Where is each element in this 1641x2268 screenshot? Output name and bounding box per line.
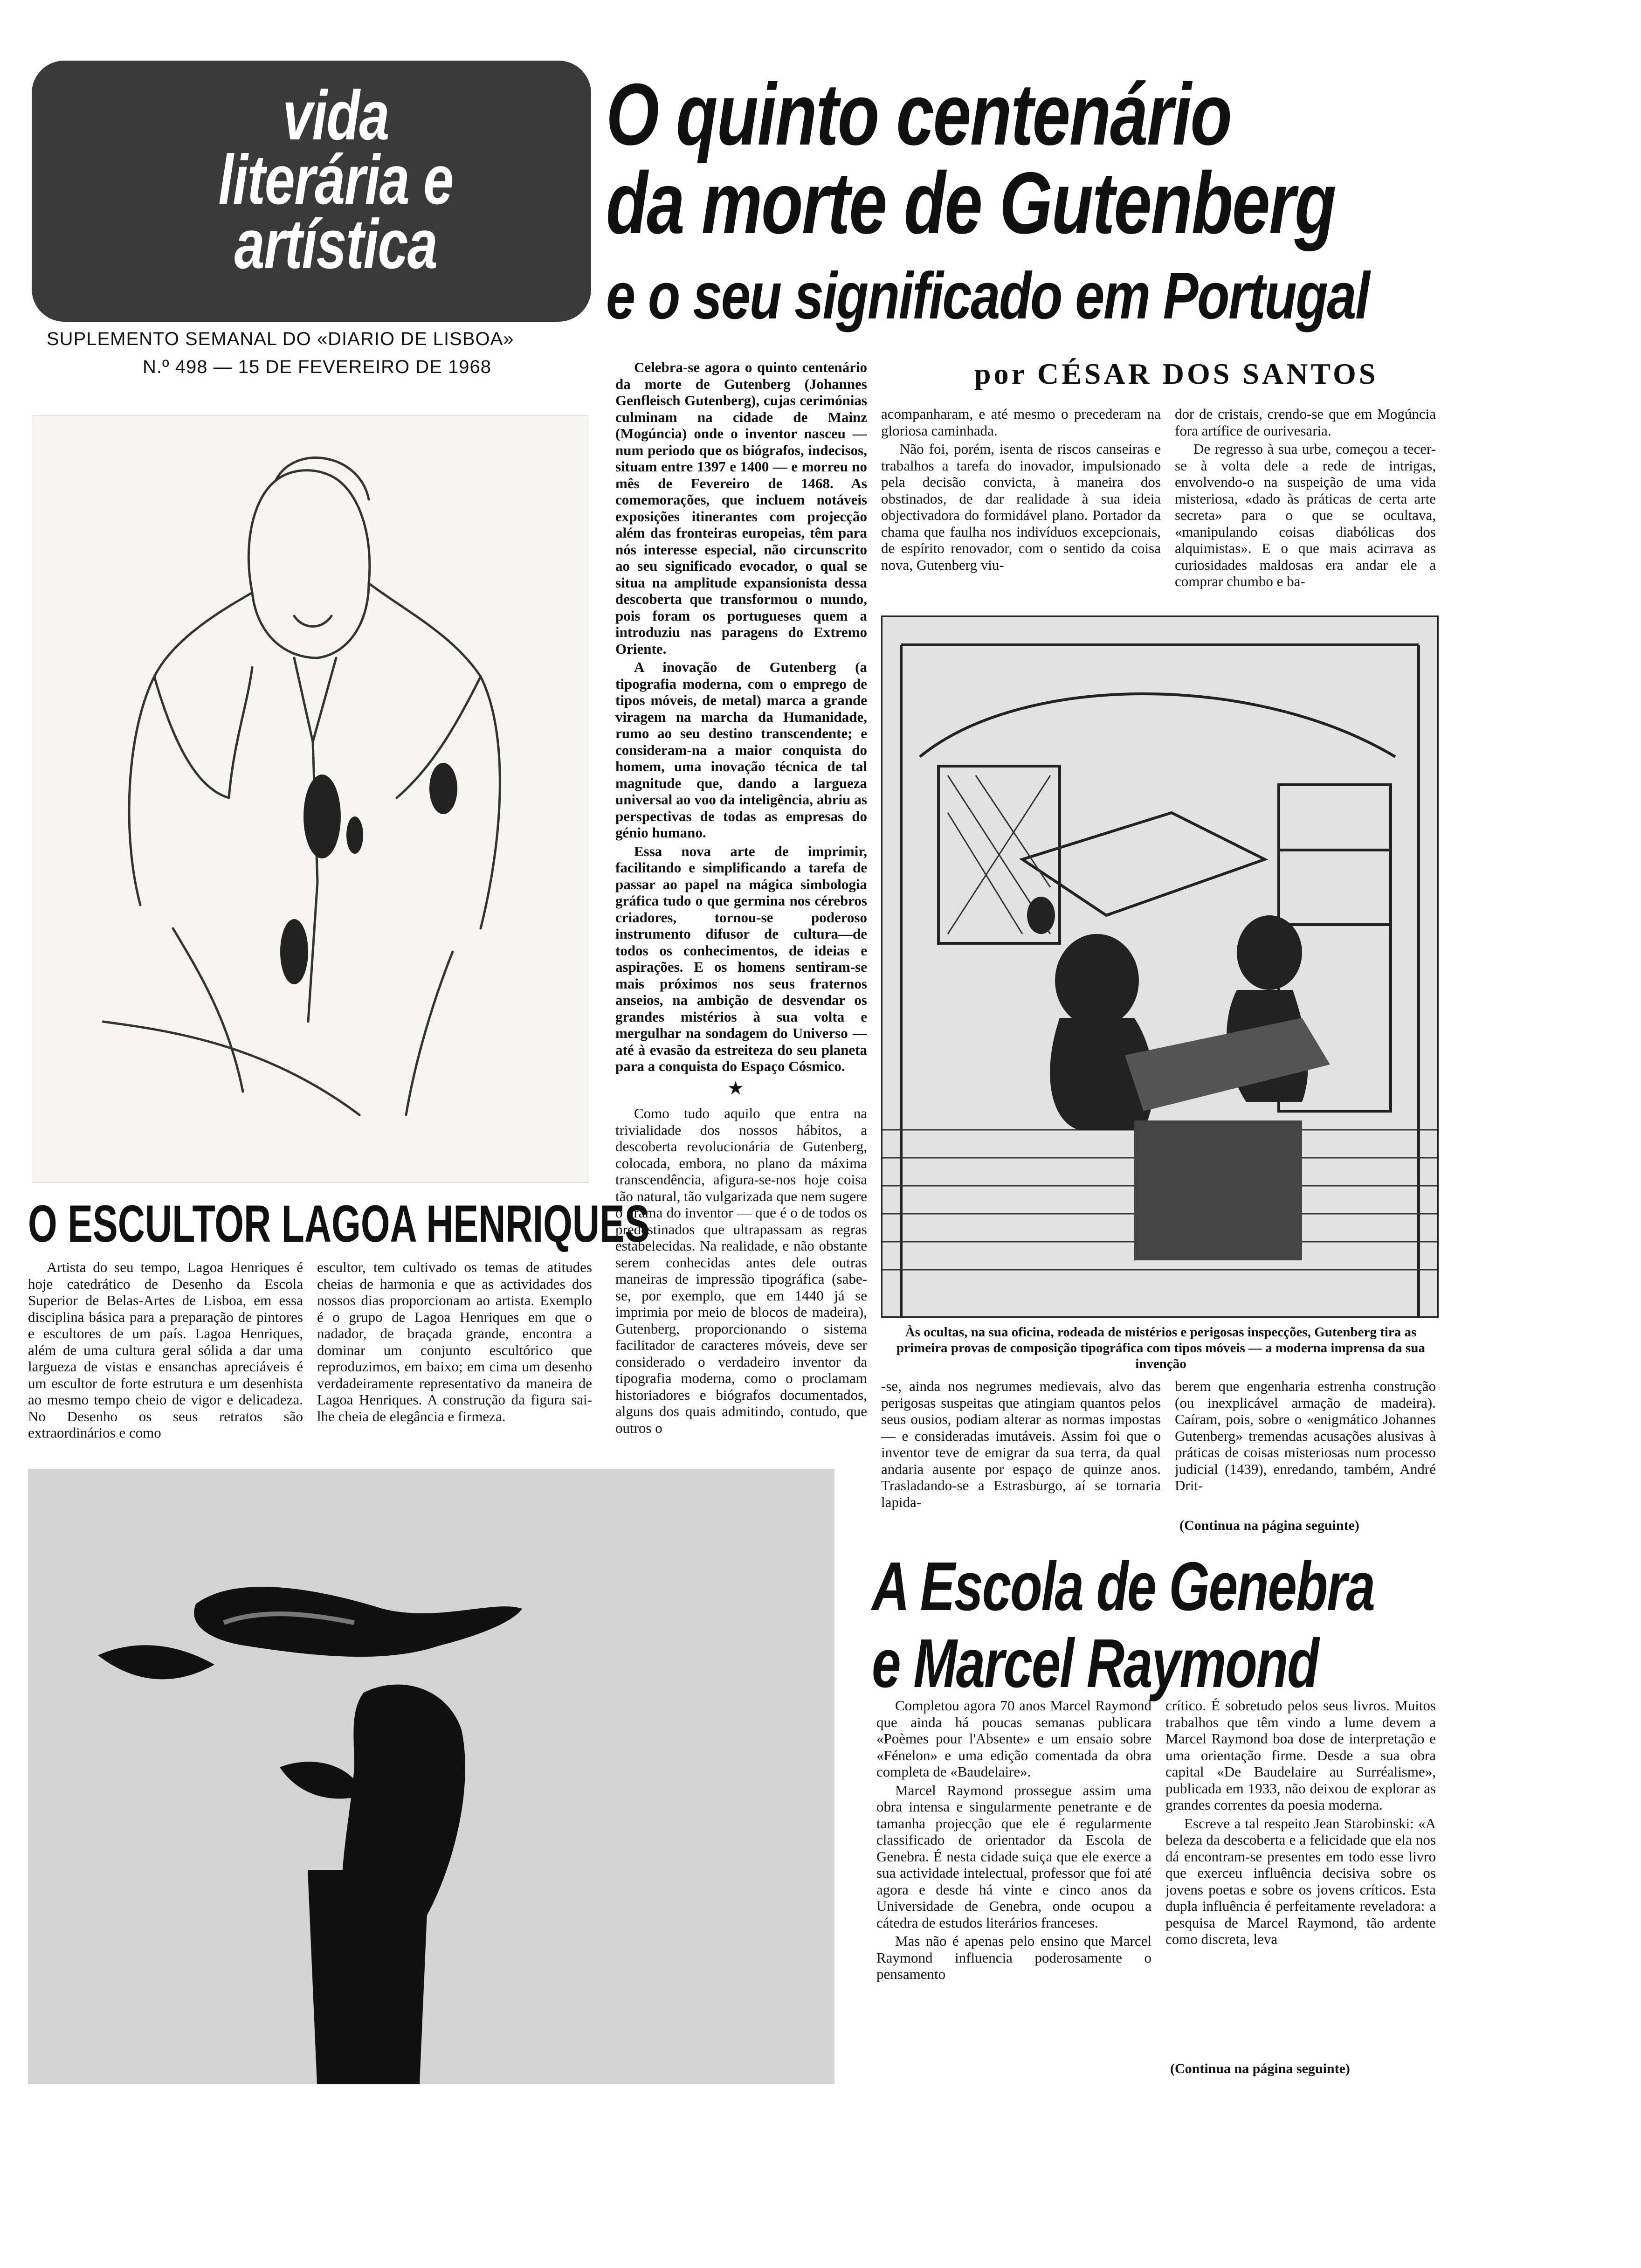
gutenberg-lower-col-3: berem que engenharia estrenha construção (ou inexplicável armação de madeira). Caíram, pois, sobre o «enigmático Johannes Gutenberg» tremendas acusações alusivas à práticas de coisas misteriosas num processo judicial (1439), enredando, também, André Drit- bbox=[1175, 1378, 1436, 1494]
woodcut-illustration bbox=[881, 615, 1439, 1318]
escultor-headline: O ESCULTOR LAGOA HENRIQUES bbox=[28, 1195, 650, 1253]
gutenberg-lower-col-2: -se, ainda nos negrumes medievais, alvo das perigosas suspeitas que atingiam quantos pelos seus ousios, podiam alterar as normas impostas — e consideradas imutáveis. Assim foi que o inventor teve de emigrar da sua terra, da qual andaria ausente por espaço de quinze anos. Trasladando-se a Estrasburgo, aí se tornaria lapida- bbox=[881, 1378, 1161, 1510]
gutenberg-col-1 bbox=[615, 359, 867, 1091]
star-divider: ★ bbox=[727, 1078, 744, 1099]
genebra-continua: (Continua na página seguinte) bbox=[1170, 2061, 1350, 2076]
supplement-line: SUPLEMENTO SEMANAL DO «DIARIO DE LISBOA» bbox=[47, 329, 514, 349]
genebra-col2-paragraph: crítico. É sobretudo pelos seus livros. Muitos trabalhos que têm vindo a lume devem a Marcel Raymond boa dose de interpretação e uma orientação firme. Desde a sua obra capital «De Baudelaire au Surréalisme», publicada em 1933, não deixou de explorar as grandes correntes da poesia moderna. bbox=[1165, 1697, 1436, 1813]
printing-press-woodcut-icon bbox=[883, 617, 1437, 1316]
issue-line: N.º 498 — 15 DE FEVEREIRO DE 1968 bbox=[143, 357, 491, 377]
genebra-col-1 bbox=[876, 1697, 1151, 2098]
gutenberg-col3-paragraph: De regresso à sua urbe, começou a tecer-se à volta dele a rede de intrigas, envolvendo-o na suspeição de uma vida misteriosa, «dado às práticas de certa arte secreta» para o que se ocultava, «manipulando coisas diabólicas dos alquimistas». E o que mais acirrava as curiosidades maldosas era andar ele a comprar chumbo e ba- bbox=[1175, 441, 1436, 589]
gutenberg-col-1-after bbox=[615, 1105, 867, 1665]
masthead-line-2: literária e bbox=[218, 140, 453, 219]
gutenberg-col1-after-paragraph: Como tudo aquilo que entra na trivialidade dos nossos hábitos, a descoberta revolucionária de Gutenberg, colocada, embora, no plano da máxima transcendência, afigura-se-nos hoje coisa tão natural, tão vulgarizada que nem sugere o drama do inventor — que é o de todos os predestinados que ultrapassam as regras estabelecidas. Na realidade, e não obstante serem conhecidas antes dele outras maneiras de impressão tipográfica (sabe-se, por exemplo, que em 1440 já se imprimia por meio de blocos de madeira), Gutenberg, proporcionando o sistema facilitador de caracteres móveis, deve ser considerado o verdadeiro inventor da tipografia moderna, como o proclamam historiadores e biógrafos documentados, alguns dos quais admitindo, contudo, que outros o bbox=[615, 1105, 867, 1436]
gutenberg-col2-paragraph: acompanharam, e até mesmo o precederam na gloriosa caminhada. bbox=[881, 406, 1161, 439]
gutenberg-col1-paragraph: Essa nova arte de imprimir, facilitando e simplificando a tarefa de passar ao papel na mágica simbologia gráfica tudo o que germina nos cérebros criadores, tornou-se poderoso instrumento difusor de cultura—de todos os conhecimentos, de ideias e aspirações. E os homens sentiram-se mais próximos nos seus fraternos anseios, na ambição de desvendar os grandes mistérios à sua volta e mergulhar na sondagem do Universo — até à evasão da estreiteza do seu planeta para a conquista do Espaço Cósmico. bbox=[615, 843, 867, 1074]
genebra-col-2 bbox=[1165, 1697, 1436, 2061]
genebra-headline bbox=[872, 1548, 1374, 1702]
gutenberg-subheadline: e o seu significado em Portugal bbox=[606, 259, 1369, 333]
woodcut-caption: Às ocultas, na sua oficina, rodeada de mistérios e perigosas inspecções, Gutenberg tira as primeira provas de composição tipográfica com tipos móveis — a moderna imprensa da sua invenção bbox=[896, 1325, 1425, 1371]
escultor-col-1: Artista do seu tempo, Lagoa Henriques é hoje catedrático de Desenho da Escola Superior de Belas-Artes de Lisboa, em essa disciplina básica para a preparação de pintores e escultores de um país. Lagoa Henriques, além de uma cultura geral sólida a dar uma largueza de vistas e ensanchas apreciáveis é um escultor de forte estrutura e um desenhista ao mesmo tempo cheio de vigor e delicadeza. No Desenho os seus retratos são extraordinários e como bbox=[28, 1259, 303, 1441]
gutenberg-headline-line-1: O quinto centenário bbox=[606, 65, 1231, 163]
gutenberg-col-3 bbox=[1175, 406, 1436, 611]
masthead-line-1: vida bbox=[283, 76, 389, 154]
gutenberg-headline-line-2: da morte de Gutenberg bbox=[606, 154, 1336, 252]
portrait-drawing bbox=[33, 415, 588, 1183]
gutenberg-col3-paragraph: dor de cristais, crendo-se que em Mogúncia fora artífice de ourivesaria. bbox=[1175, 406, 1436, 439]
genebra-headline-line-2: e Marcel Raymond bbox=[872, 1625, 1318, 1702]
genebra-col1-paragraph: Mas não é apenas pelo ensino que Marcel Raymond influencia poderosamente o pensamento bbox=[876, 1933, 1151, 1982]
gutenberg-col1-paragraph: Celebra-se agora o quinto centenário da morte de Gutenberg (Johannes Genfleisch Gutenberg), cujas cerimónias culminam na cidade de Mainz (Mogúncia) onde o inventor nasceu — num periodo que os biógrafos, indecisos, situam entre 1397 e 1400 — e morreu no mês de Fevereiro de 1468. As comemorações, que incluem notáveis exposições itinerantes com projecção além das fronteiras europeias, têm para nós interesse especial, não circunscrito ao seu significado evocador, o qual se situa na amplitude expansionista dessa descoberta que transformou o mundo, pois foram os portugueses quem a introduziu nas paragens do Extremo Oriente. bbox=[615, 359, 867, 657]
gutenberg-headline bbox=[606, 65, 1336, 252]
byline: por CÉSAR DOS SANTOS bbox=[974, 357, 1379, 390]
gutenberg-continua: (Continua na página seguinte) bbox=[1179, 1518, 1359, 1533]
gutenberg-col1-paragraph: A inovação de Gutenberg (a tipografia moderna, com o emprego de tipos móveis, de metal) marca a grande viragem na marcha da Humanidade, rumo ao seu destino transcendente; e consideram-na a maior conquista do homem, uma inovação técnica de tal magnitude que, dando a largueza universal ao voo da inteligência, abriu as perspectivas de todas as empresas do génio humano. bbox=[615, 659, 867, 841]
genebra-col1-paragraph: Completou agora 70 anos Marcel Raymond que ainda há poucas semanas publicara «Poèmes pour l'Absente» e um ensaio sobre «Fénelon» e uma edição comentada da obra completa de «Baudelaire». bbox=[876, 1697, 1151, 1780]
sketch-figure-icon bbox=[33, 415, 588, 1182]
genebra-col2-paragraph: Escreve a tal respeito Jean Starobinski: «A beleza da descoberta e a felicidade que ela nos dá encontram-se presentes em todo esse livro que exerceu influência decisiva sobre os jovens poetas e sobre os jovens críticos. Esta dupla influência é perfeitamente reveladora: a pesquisa de Marcel Raymond, tão ardente como discreta, leva bbox=[1165, 1815, 1436, 1947]
escultor-col-2: escultor, tem cultivado os temas de atitudes cheias de harmonia e que as actividades dos nossos dias proporcionam ao artista. Exemplo é o grupo de Lagoa Henriques em que o nadador, de braçada grande, encontra a dominar um conjunto escultórico que reproduzimos, em baixo; em cima um desenho verdadeiramente representativo da maneira de Lagoa Henriques. A construção da figura sai-lhe cheia de elegância e firmeza. bbox=[317, 1259, 592, 1424]
gutenberg-col-2 bbox=[881, 406, 1161, 611]
masthead-title bbox=[158, 76, 514, 283]
genebra-headline-line-1: A Escola de Genebra bbox=[872, 1548, 1374, 1625]
masthead-line-3: artística bbox=[234, 205, 437, 283]
genebra-col1-paragraph: Marcel Raymond prossegue assim uma obra intensa e singularmente penetrante e de tamanha projecção que ele é regularmente classificado de orientador da Escola de Genebra. É nesta cidade suiça que ele exerce a sua actividade intelectual, professor que foi até agora e desde há vinte e cinco anos da Universidade de Genebra, onde ocupou a cátedra de estudos literários franceses. bbox=[876, 1782, 1151, 1931]
gutenberg-col2-paragraph: Não foi, porém, isenta de riscos canseiras e trabalhos a tarefa do inovador, impulsionado pela decisão convicta, à maneira dos obstinados, de dar realidade à sua ideia objectivadora do formidável plano. Portador da chama que faulha nos indivíduos excepcionais, de espírito renovador, com o sentido da coisa nova, Gutenberg viu- bbox=[881, 441, 1161, 573]
